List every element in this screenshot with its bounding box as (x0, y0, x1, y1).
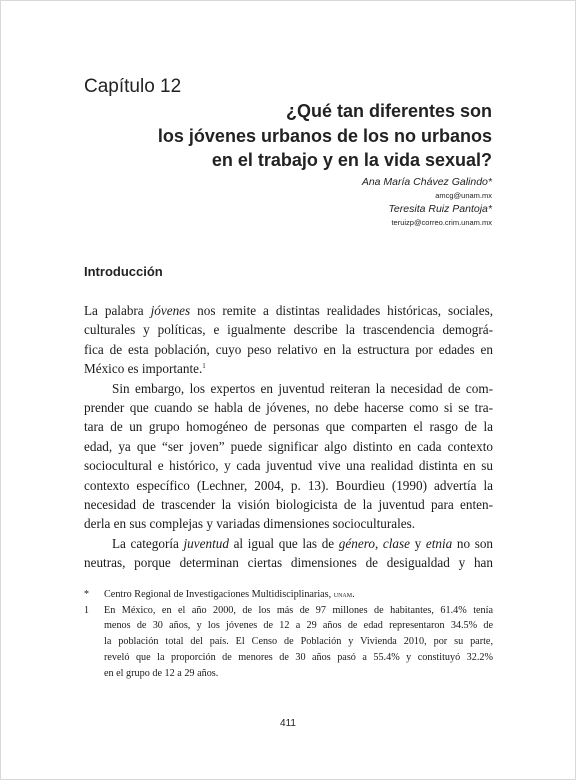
footnotes (84, 587, 493, 681)
author-2-name: Teresita Ruiz Pantoja* (388, 203, 492, 215)
footnote-ref-1[interactable]: 1 (202, 362, 206, 371)
chapter-title (72, 99, 492, 173)
paragraph-3-line: neutras, porque determinan ciertas dimensiones de desigualdad y han (84, 555, 493, 571)
paragraph-2-line: Sin embargo, los expertos en juventud reiteran la necesidad de com- (112, 380, 493, 396)
footnote-line: reveló que la proporción de menores de 30 años pasó a 55.4% y constituyó 32.2% (104, 651, 493, 663)
paragraph-2-line: edad, ya que “ser joven” puede significar algo distinto en cada contexto (84, 438, 493, 454)
footnote-line: la población total del país. El Censo de Población y Vivienda 2010, por su parte, (104, 636, 493, 648)
paragraph-2-line: derla en sus complejas y variadas dimensiones socioculturales. (84, 516, 416, 532)
footnote-line: en el grupo de 12 a 29 años. (104, 667, 219, 679)
paragraph-2-line: sociocultural e histórico, y cada juventud vive una realidad distinta en su (84, 458, 493, 474)
footnote-mark: 1 (84, 604, 89, 616)
footnote-line: menos de 30 años, y los jóvenes de 12 a 29 años de edad representaron 34.5% de (104, 620, 493, 632)
footnote-1 (84, 603, 493, 682)
section-heading: Introducción (84, 264, 163, 279)
title-line-1: ¿Qué tan diferentes son (285, 101, 492, 121)
footnote-star (84, 587, 493, 603)
author-1-email[interactable]: amcg@unam.mx (435, 191, 492, 200)
paragraph-2-line: contexto específico (Lechner, 2004, p. 13). Bourdieu (1990) advertía la (84, 477, 493, 493)
authors (192, 175, 492, 229)
paragraph-1-line: culturales y políticas, e igualmente describe la trascendencia demográ- (84, 322, 493, 338)
body-text (84, 301, 493, 572)
footnote-line: En México, en el año 2000, de los más de 97 millones de habitantes, 61.4% tenía (104, 604, 493, 616)
paragraph-1-line: fica de esta población, cuyo peso relativo en la estructura por edades en (84, 341, 493, 357)
chapter-label: Capítulo 12 (84, 76, 182, 97)
author-2-email[interactable]: teruizp@correo.crim.unam.mx (391, 218, 492, 227)
paragraph-2-line: prender que cuando se habla de jóvenes, no debe hacerse como si se tra- (84, 399, 493, 415)
footnote-line: Centro Regional de Investigaciones Multidisciplinarias, unam. (104, 589, 355, 600)
paragraph-1-line: La palabra jóvenes nos remite a distintas realidades históricas, sociales, (84, 303, 493, 318)
title-line-2: los jóvenes urbanos de los no urbanos (157, 125, 492, 146)
author-1-name: Ana María Chávez Galindo* (361, 176, 492, 188)
footnote-mark: * (84, 589, 89, 600)
paragraph-3-line: La categoría juventud al igual que las de género, clase y etnia no son (112, 535, 494, 551)
title-line-3: en el trabajo y en la vida sexual? (211, 150, 492, 170)
paragraph-1-line: México es importante.$^1$ (84, 361, 206, 377)
paragraph-2-line: tara de un grupo homogéneo de personas que comparten el rasgo de la (84, 419, 493, 435)
paragraph-2-line: necesidad de trascender la visión biologicista de la juventud para enten- (84, 496, 493, 512)
page-number: 411 (280, 718, 296, 729)
